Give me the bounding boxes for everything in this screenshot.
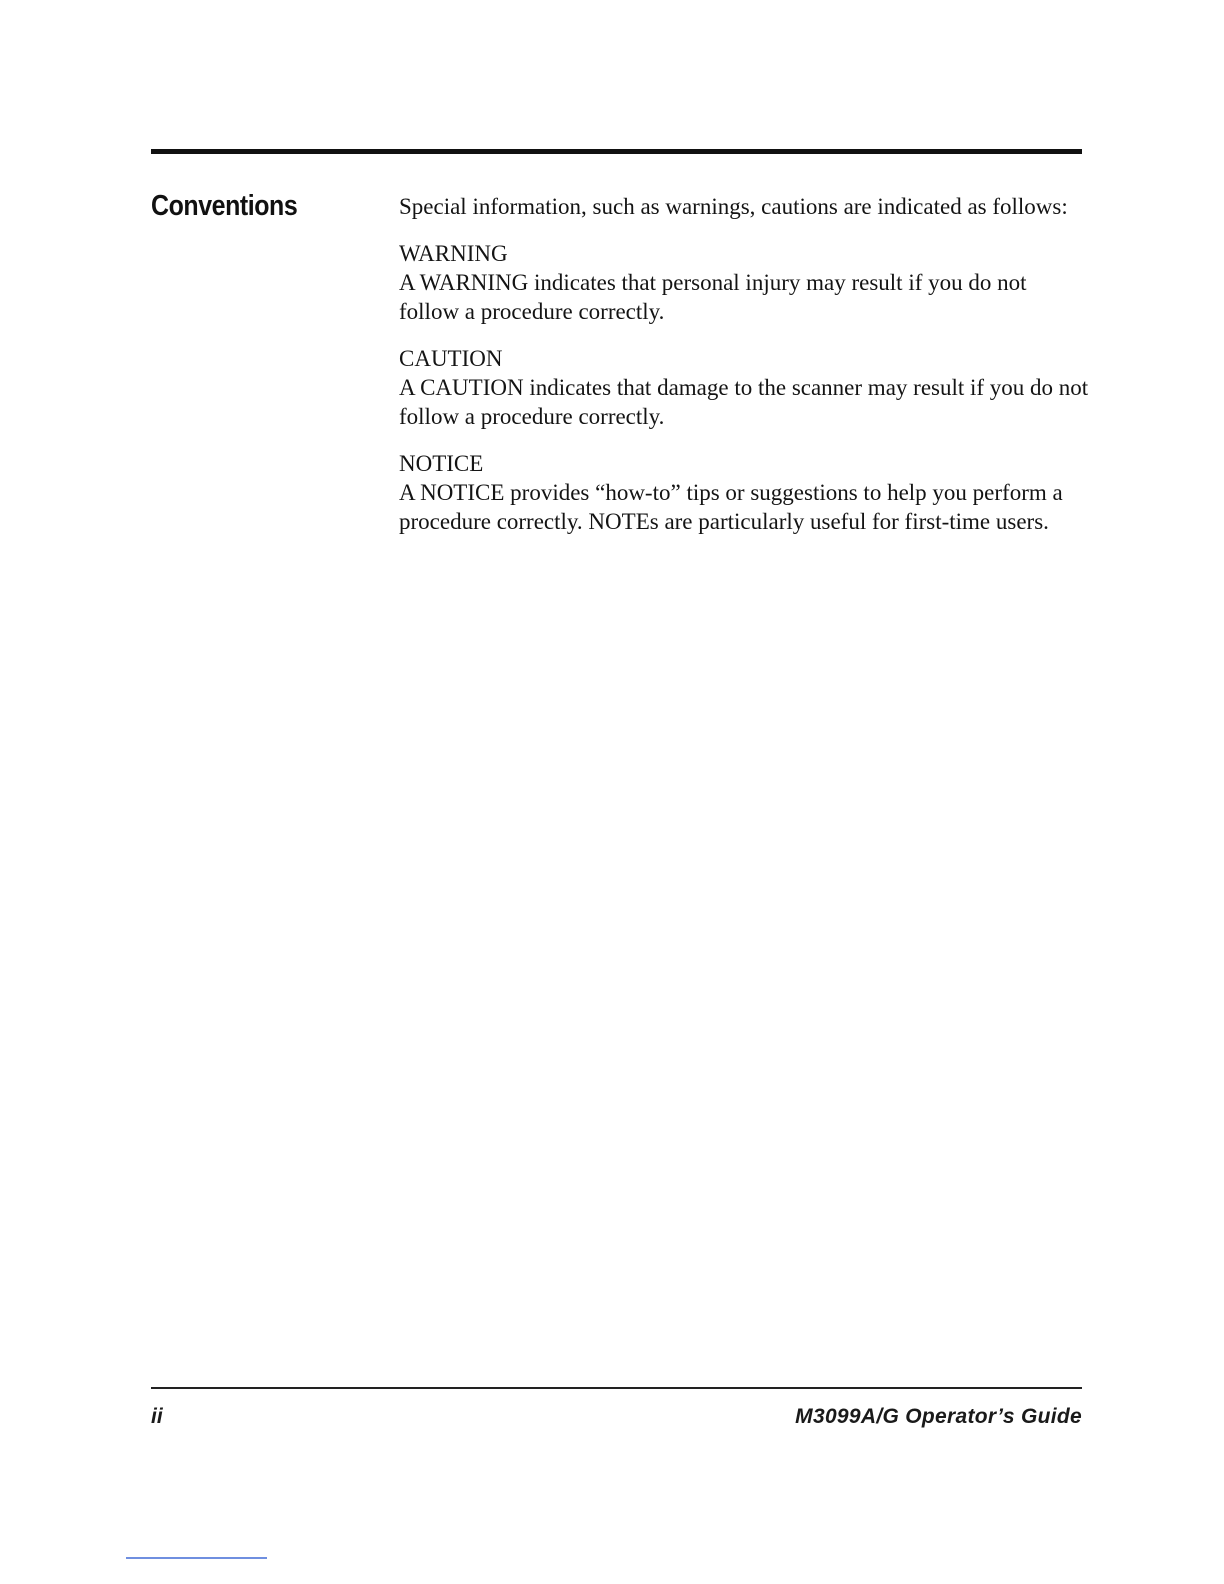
notice-text: A NOTICE provides “how-to” tips or suggestions to help you perform a procedure correctly. NOTEs are particularly useful for first-time users. [399,480,1063,534]
notice-title: NOTICE [399,451,484,476]
bottom-rule [151,1387,1082,1389]
page-number: ii [151,1405,163,1428]
warning-title: WARNING [399,241,508,266]
warning-block [399,239,1089,326]
section-body [399,192,1089,554]
edge-mark [126,1557,267,1559]
caution-block [399,344,1089,431]
top-rule [151,149,1082,154]
warning-text: A WARNING indicates that personal injury may result if you do not follow a procedure correctly. [399,270,1027,324]
caution-text: A CAUTION indicates that damage to the scanner may result if you do not follow a procedure correctly. [399,375,1089,429]
section-heading: Conventions [151,190,298,222]
notice-block [399,449,1089,536]
intro-paragraph: Special information, such as warnings, cautions are indicated as follows: [399,194,1068,219]
caution-title: CAUTION [399,346,503,371]
document-title: M3099A/G Operator’s Guide [795,1405,1082,1428]
